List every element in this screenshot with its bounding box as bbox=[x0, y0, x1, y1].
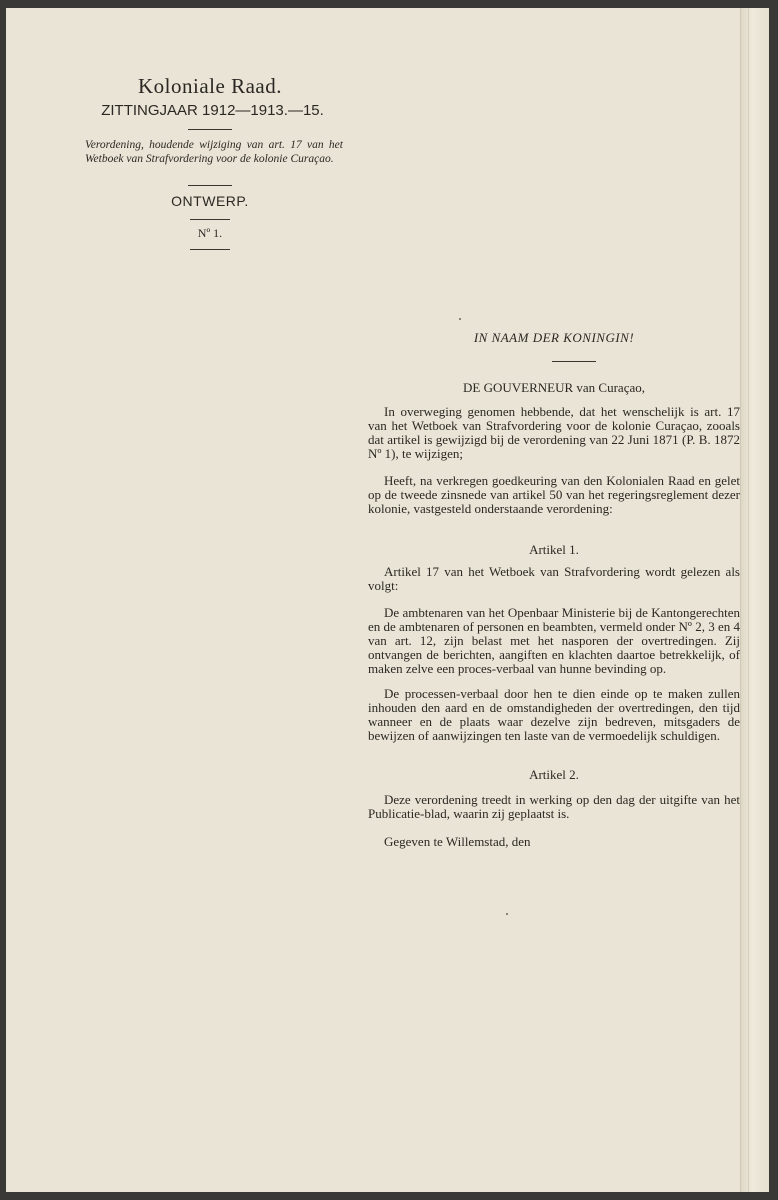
document-number: Nº 1. bbox=[197, 226, 223, 240]
divider bbox=[552, 361, 596, 362]
speck bbox=[459, 318, 461, 320]
authority-line: DE GOUVERNEUR van Curaçao, bbox=[463, 380, 645, 395]
article-1-paragraph-1: De ambtenaren van het Openbaar Ministerie bij de Kantongerechten en de ambtenaren of personen en beambten, vermeld onder Nº 2, 3 en 4 van art. 12, zijn belast met het nasporen der overtredingen. Zij ontvangen de berichten, aangiften en klachten daartoe betrekkelijk, of maken zelve een proces-verbaal van hunne bevinding op. bbox=[368, 605, 740, 676]
draft-label: ONTWERP. bbox=[171, 193, 249, 209]
speck bbox=[506, 913, 508, 915]
divider bbox=[188, 129, 232, 130]
document-page bbox=[6, 8, 768, 1192]
article-2-heading: Artikel 2. bbox=[529, 767, 579, 782]
invocation: IN NAAM DER KONINGIN! bbox=[473, 330, 635, 345]
recital-1: In overweging genomen hebbende, dat het wenschelijk is art. 17 van het Wetboek van Strafvordering voor de kolonie Curaçao, zooals dat artikel is gewijzigd bij de verordening van 22 Juni 1871 (P. B. 1872 Nº 1), te wijzigen; bbox=[368, 404, 740, 461]
ordinance-subject: Verordening, houdende wijziging van art. 17 van het Wetboek van Strafvordering voor de kolonie Curaçao. bbox=[85, 139, 343, 165]
divider bbox=[190, 249, 230, 250]
article-2-text: Deze verordening treedt in werking op den dag der uitgifte van het Publicatie-blad, waarin zij geplaatst is. bbox=[368, 792, 740, 821]
session-year: ZITTINGJAAR 1912—1913.—15. bbox=[101, 102, 324, 119]
page-edge-line bbox=[748, 8, 749, 1192]
divider bbox=[188, 185, 232, 186]
article-1-heading: Artikel 1. bbox=[529, 542, 579, 557]
article-1-paragraph-2: De processen-verbaal door hen te dien einde op te maken zullen inhouden den aard en de omstandigheden der overtredingen, den tijd wanneer en de plaats waar dezelve zijn bedreven, mitsgaders de bewijzen of aanwijzingen ten laste van de vermoedelijk schuldigen. bbox=[368, 686, 740, 743]
divider bbox=[190, 219, 230, 220]
page-edge bbox=[740, 8, 769, 1192]
recital-2: Heeft, na verkregen goedkeuring van den Kolonialen Raad en gelet op de tweede zinsnede van artikel 50 van het regeringsreglement dezer kolonie, vastgesteld onderstaande verordening: bbox=[368, 473, 740, 516]
council-title: Koloniale Raad. bbox=[138, 74, 282, 98]
article-1-intro: Artikel 17 van het Wetboek van Strafvordering wordt gelezen als volgt: bbox=[368, 564, 740, 593]
closing-line: Gegeven te Willemstad, den bbox=[384, 834, 531, 849]
